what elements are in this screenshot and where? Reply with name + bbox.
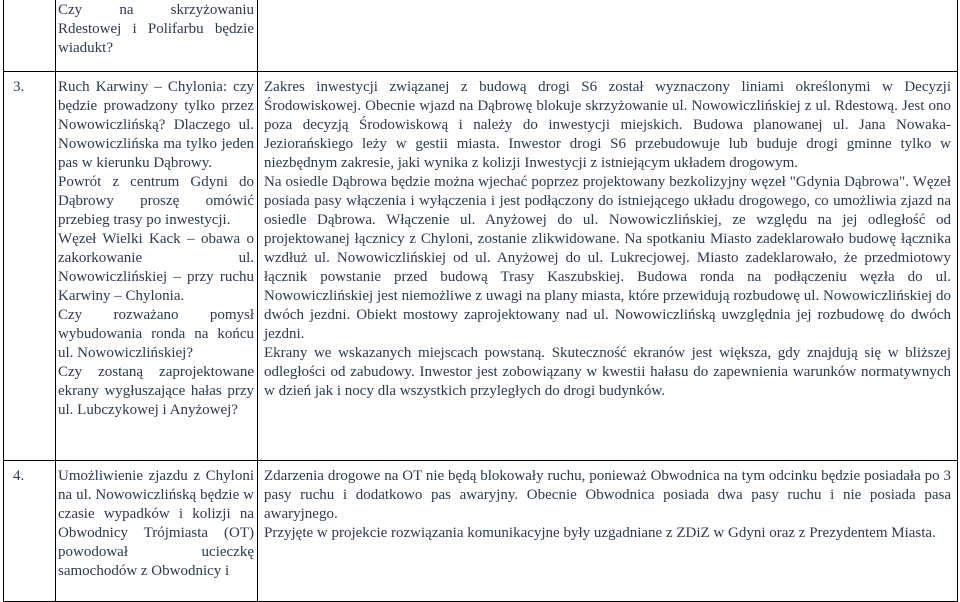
row-number	[4, 0, 55, 1]
question-text: Ruch Karwiny – Chylonia: czy będzie prowadzony tylko przez Nowowiczlińską? Dlaczego ul. Nowowiczlińska ma tylko jeden pas w kierunku Dąbrowy.	[58, 79, 254, 171]
answer-cell	[258, 461, 958, 602]
answer-text: Ekrany we wskazanych miejscach powstaną. Skuteczność ekranów jest większa, gdy znajdują się w bliższej odległości od zabudowy. Inwestor jest zobowiązany w kwestii hałasu do zapewnienia warunków normatywnych w dzień jak i nocy dla wszystkich przyległych do drogi budynków.	[264, 345, 951, 399]
answer-text: Przyjęte w projekcie rozwiązania komunikacyjne były uzgadniane z ZDiZ w Gdyni oraz z Prezydentem Miasta.	[264, 525, 936, 541]
question-text: Węzeł Wielki Kack – obawa o zakorkowanie ul. Nowowiczlińskiej – przy ruchu Karwiny – Chylonia.	[58, 231, 254, 304]
answer-cell	[258, 0, 958, 72]
table-row	[4, 72, 958, 461]
question-text: Powrót z centrum Gdyni do Dąbrowy proszę omówić przebieg trasy po inwestycji.	[58, 174, 254, 228]
questions-answers-table	[3, 0, 958, 602]
row-number-cell	[4, 461, 56, 602]
question-cell	[56, 72, 258, 461]
question-cell	[56, 0, 258, 72]
row-number: 3.	[13, 79, 25, 95]
question-text: Czy na skrzyżowaniu Rdestowej i Polifarbu będzie wiadukt?	[58, 2, 254, 56]
answer-text: Zdarzenia drogowe na OT nie będą blokowały ruchu, ponieważ Obwodnica na tym odcinku będzie posiadała po 3 pasy ruchu i dodatkowo pas awaryjny. Obecnie Obwodnica posiada dwa pasy ruchu i nie posiada pasa awaryjnego.	[264, 468, 951, 522]
row-number-cell	[4, 72, 56, 461]
row-number: 4.	[13, 468, 25, 484]
answer-cell	[258, 72, 958, 461]
answer-text: Na osiedle Dąbrowa będzie można wjechać poprzez projektowany bezkolizyjny węzeł "Gdynia Dąbrowa". Węzeł posiada pasy włączenia i wyłączenia i jest podłączony do istniejącego układu drogowego, co umożliwia zjazd na osiedle Dąbrowa. Włączenie ul. Anyżowej do ul. Nowowiczlińskiej, ze względu na jej odległość od projektowanej łącznicy z Chyloni, zostanie zlikwidowane. Na spotkaniu Miasto zadeklarowało budowę łącznika wzdłuż ul. Nowowiczlińskiej od ul. Anyżowej do ul. Lukrecjowej. Miasto zadeklarowało, że przedmiotowy łącznik powstanie przed budową Trasy Kaszubskiej. Budowa ronda na podłączeniu węzła do ul. Nowowiczlińskiej jest niemożliwe z uwagi na plany miasta, które przewidują rozbudowę ul. Nowowiczlińskiej do dwóch jezdni. Obiekt mostowy zaprojektowany nad ul. Nowowiczlińską uwzględnia jej rozbudowę do dwóch jezdni.	[264, 174, 951, 342]
question-cell	[56, 461, 258, 602]
row-number-cell	[4, 0, 56, 72]
table-row	[4, 0, 958, 72]
answer-text: Zakres inwestycji związanej z budową drogi S6 został wyznaczony liniami określonymi w Decyzji Środowiskowej. Obecnie wjazd na Dąbrowę blokuje skrzyżowanie ul. Nowowiczlińskiej z ul. Rdestową. Jest ono poza decyzją Środowiskową i należy do inwestycji miejskich. Budowa planowanej ul. Jana Nowaka-Jeziorańskiego leży w gestii miasta. Inwestor drogi S6 przebudowuje lub buduje drogi gminne tylko w niezbędnym zakresie, jaki wynika z kolizji Inwestycji z istniejącym układem drogowym.	[264, 79, 951, 171]
table-row	[4, 461, 958, 602]
question-text: Umożliwienie zjazdu z Chyloni na ul. Nowowiczlińską będzie w czasie wypadków i kolizji na Obwodnicy Trójmiasta (OT) powodował ucieczkę samochodów z Obwodnicy i	[58, 468, 254, 579]
question-text: Czy zostaną zaprojektowane ekrany wygłuszające hałas przy ul. Lubczykowej i Anyżowej?	[58, 364, 254, 418]
question-text: Czy rozważano pomysł wybudowania ronda na końcu ul. Nowowiczlińskiej?	[58, 307, 254, 361]
